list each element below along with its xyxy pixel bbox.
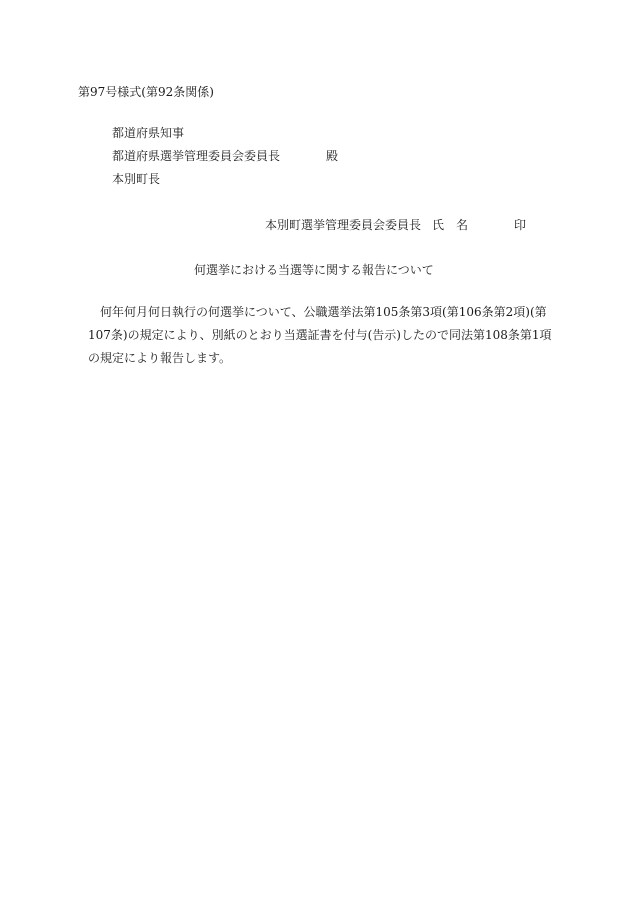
form-number: 第97号様式(第92条関係) [78, 85, 214, 99]
document-title: 何選挙における当選等に関する報告について [194, 263, 434, 277]
document-body: 何年何月何日執行の何選挙について、公職選挙法第105条第3項(第106条第2項)(第107条)の規定により、別紙のとおり当選証書を付与(告示)したので同法第108条第1項の規定により報告します。 [88, 305, 552, 365]
sender-title: 本別町選挙管理委員会委員長 [265, 218, 422, 232]
addressee-town-mayor: 本別町長 [112, 172, 161, 186]
sender-name-label: 氏 名 [432, 218, 469, 232]
honorific: 殿 [326, 149, 339, 163]
addressee-election-committee-chair: 都道府県選挙管理委員会委員長 [112, 149, 281, 163]
seal-label: 印 [514, 218, 527, 232]
addressee-governor: 都道府県知事 [112, 126, 185, 140]
